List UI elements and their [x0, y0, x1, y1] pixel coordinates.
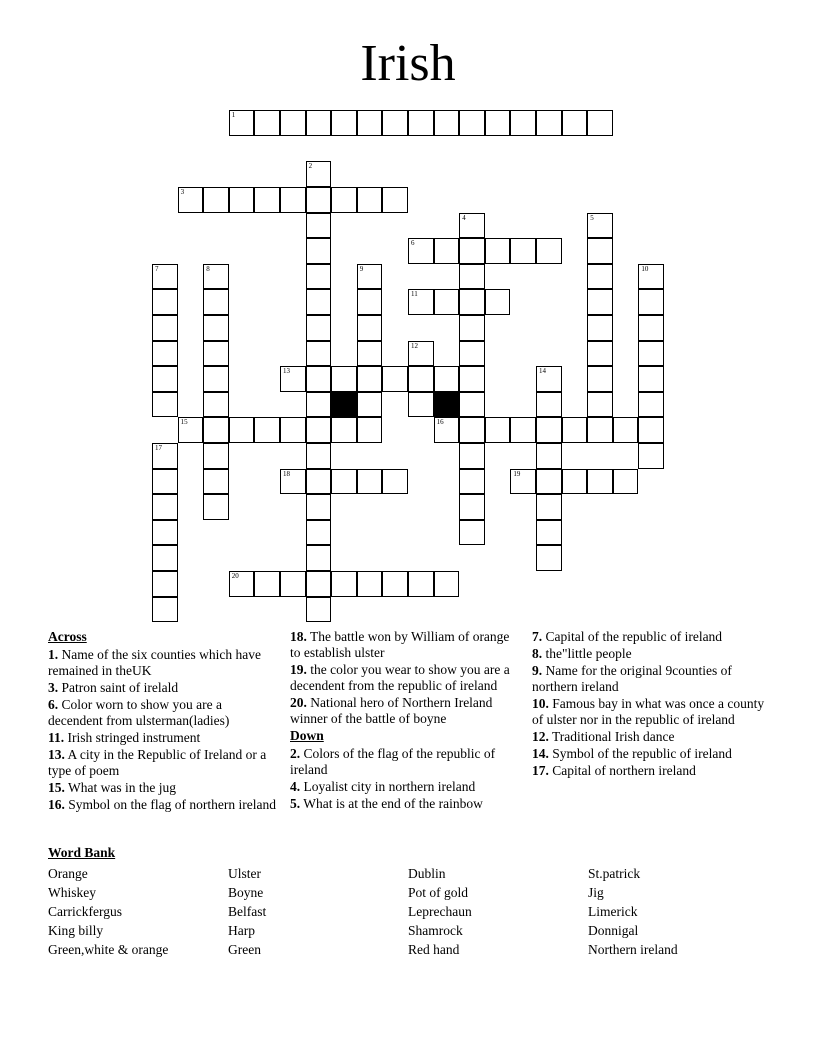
grid-cell[interactable]	[357, 366, 383, 392]
grid-cell[interactable]	[459, 494, 485, 520]
clue-item	[48, 730, 278, 746]
grid-cell[interactable]	[459, 289, 485, 315]
clue-item-number: 3.	[48, 680, 59, 695]
clue-item-text: Irish stringed instrument	[67, 730, 201, 745]
grid-cell[interactable]	[485, 110, 511, 136]
grid-cell[interactable]	[203, 341, 229, 367]
grid-cell[interactable]	[459, 520, 485, 546]
clue-number: 20	[231, 572, 239, 580]
grid-cell[interactable]	[203, 443, 229, 469]
clue-item-number: 10.	[532, 696, 549, 711]
clue-number: 5	[590, 213, 594, 222]
clue-number: 6	[411, 239, 415, 248]
grid-cell[interactable]	[280, 469, 306, 495]
clue-number: 19	[513, 469, 521, 478]
grid-cell[interactable]	[229, 571, 255, 597]
grid-cell[interactable]	[587, 289, 613, 315]
grid-cell[interactable]	[587, 392, 613, 418]
clue-item	[532, 746, 768, 762]
grid-cell[interactable]	[152, 315, 178, 341]
word-bank-word: Leprechaun	[408, 904, 472, 919]
grid-cell[interactable]	[587, 315, 613, 341]
grid-cell[interactable]	[203, 366, 229, 392]
word-bank-word: St.patrick	[588, 866, 641, 881]
clues-column-3	[532, 629, 768, 780]
word-bank-word: Donnigal	[588, 923, 639, 938]
clue-item-number: 13.	[48, 747, 65, 762]
grid-cell[interactable]	[357, 289, 383, 315]
grid-cell[interactable]	[152, 341, 178, 367]
clue-item-number: 4.	[290, 779, 301, 794]
grid-cell[interactable]	[152, 597, 178, 623]
clue-item-number: 6.	[48, 697, 59, 712]
grid-cell[interactable]	[459, 213, 485, 239]
grid-cell[interactable]	[357, 341, 383, 367]
grid-cell[interactable]	[382, 571, 408, 597]
grid-cell[interactable]	[408, 341, 434, 367]
grid-cell[interactable]	[638, 264, 664, 290]
clue-item	[290, 695, 518, 727]
grid-cell[interactable]	[203, 187, 229, 213]
grid-cell[interactable]	[638, 366, 664, 392]
clue-number: 13	[283, 367, 290, 376]
grid-cell[interactable]	[459, 392, 485, 418]
clue-number: 1	[231, 111, 236, 120]
grid-cell[interactable]	[638, 443, 664, 469]
clue-item-text: the"little people	[545, 646, 632, 661]
word-bank-word: Carrickfergus	[48, 904, 122, 919]
page-title: Irish	[360, 35, 456, 92]
grid-cell[interactable]	[587, 110, 613, 136]
clue-number: 14	[539, 367, 546, 376]
grid-cell[interactable]	[613, 417, 639, 443]
grid-cell[interactable]	[510, 469, 536, 495]
clue-item	[48, 647, 278, 679]
grid-cell[interactable]	[280, 187, 306, 213]
grid-cell[interactable]	[536, 443, 562, 469]
grid-cell[interactable]	[331, 469, 357, 495]
grid-cell[interactable]	[254, 571, 280, 597]
clue-item-text: Symbol of the republic of ireland	[552, 746, 732, 761]
grid-cell[interactable]	[587, 238, 613, 264]
clue-item	[48, 780, 278, 796]
grid-cell[interactable]	[638, 417, 664, 443]
grid-cell[interactable]	[331, 417, 357, 443]
grid-cell[interactable]	[280, 366, 306, 392]
grid-cell[interactable]	[306, 417, 332, 443]
clue-item-number: 2.	[290, 746, 301, 761]
clue-item	[532, 729, 768, 745]
word-bank-column	[408, 864, 472, 959]
grid-cell[interactable]	[357, 392, 383, 418]
grid-cell[interactable]	[562, 469, 588, 495]
grid-cell[interactable]	[178, 417, 204, 443]
grid-cell[interactable]	[434, 238, 460, 264]
grid-cell[interactable]	[434, 571, 460, 597]
word-bank-word: Belfast	[228, 904, 267, 919]
grid-cell[interactable]	[152, 520, 178, 546]
clue-item-text: the color you wear to show you are a decendent from the republic of ireland	[290, 662, 510, 693]
clue-number: 2	[308, 162, 313, 171]
clue-item	[532, 629, 768, 645]
grid-cell[interactable]	[357, 417, 383, 443]
grid-cell[interactable]	[357, 571, 383, 597]
clue-item-number: 19.	[290, 662, 307, 677]
clue-number: 18	[283, 469, 290, 478]
grid-cell[interactable]	[152, 289, 178, 315]
clue-item-text: Traditional Irish dance	[552, 729, 675, 744]
clue-item-number: 20.	[290, 695, 307, 710]
grid-cell[interactable]	[459, 315, 485, 341]
clue-item	[48, 680, 278, 696]
clue-item	[290, 746, 518, 778]
word-bank-word: Harp	[228, 923, 255, 938]
clue-section-heading: Across	[48, 629, 87, 644]
grid-cell[interactable]	[408, 392, 434, 418]
word-bank-word: King billy	[48, 923, 104, 938]
grid-cell[interactable]	[536, 545, 562, 571]
clue-item-text: Capital of the republic of ireland	[545, 629, 723, 644]
grid-cell[interactable]	[306, 110, 332, 136]
grid-cell[interactable]	[331, 366, 357, 392]
clue-number: 8	[206, 264, 210, 273]
clue-number: 4	[462, 213, 466, 222]
grid-cell[interactable]	[280, 417, 306, 443]
grid-cell[interactable]	[229, 187, 255, 213]
grid-cell[interactable]	[459, 417, 485, 443]
clue-item-text: Famous bay in what was once a county of ulster nor in the republic of ireland	[532, 696, 765, 727]
clue-item-text: Capital of northern ireland	[552, 763, 696, 778]
grid-cell[interactable]	[254, 187, 280, 213]
clue-item	[290, 662, 518, 694]
grid-cell[interactable]	[408, 366, 434, 392]
grid-cell[interactable]	[434, 110, 460, 136]
grid-cell[interactable]	[382, 469, 408, 495]
clues-column-2	[290, 629, 518, 813]
word-bank-word: Ulster	[228, 866, 261, 881]
black-square	[331, 392, 357, 418]
clue-item	[290, 629, 518, 661]
clue-item-text: The battle won by William of orange to establish ulster	[290, 629, 510, 660]
grid-cell[interactable]	[434, 417, 460, 443]
grid-cell[interactable]	[357, 187, 383, 213]
grid-cell[interactable]	[459, 238, 485, 264]
grid-cell[interactable]	[306, 545, 332, 571]
grid-cell[interactable]	[613, 469, 639, 495]
clue-item-number: 9.	[532, 663, 543, 678]
grid-cell[interactable]	[536, 238, 562, 264]
clue-item-number: 8.	[532, 646, 543, 661]
clue-item-text: Color worn to show you are a decendent from ulsterman(ladies)	[48, 697, 230, 728]
clue-number: 11	[411, 290, 418, 299]
grid-cell[interactable]	[536, 366, 562, 392]
grid-cell[interactable]	[331, 571, 357, 597]
grid-cell[interactable]	[306, 494, 332, 520]
grid-cell[interactable]	[459, 469, 485, 495]
grid-cell[interactable]	[280, 571, 306, 597]
grid-cell[interactable]	[306, 392, 332, 418]
grid-cell[interactable]	[382, 187, 408, 213]
grid-cell[interactable]	[510, 238, 536, 264]
grid-cell[interactable]	[306, 289, 332, 315]
grid-cell[interactable]	[459, 110, 485, 136]
word-bank-word: Red hand	[408, 942, 460, 957]
grid-cell[interactable]	[536, 494, 562, 520]
clue-item-number: 5.	[290, 796, 301, 811]
clue-item	[48, 797, 278, 813]
grid-cell[interactable]	[562, 110, 588, 136]
grid-cell[interactable]	[203, 494, 229, 520]
clue-item-text: National hero of Northern Ireland winner of the battle of boyne	[290, 695, 493, 726]
grid-cell[interactable]	[587, 264, 613, 290]
grid-cell[interactable]	[357, 315, 383, 341]
word-bank-word: Northern ireland	[588, 942, 678, 957]
grid-cell[interactable]	[510, 110, 536, 136]
word-bank-word: Jig	[588, 885, 604, 900]
grid-cell[interactable]	[229, 417, 255, 443]
grid-cell[interactable]	[485, 417, 511, 443]
clue-item	[532, 763, 768, 779]
clue-number: 12	[411, 341, 418, 350]
clue-section-heading: Down	[290, 728, 324, 743]
clue-number: 16	[436, 418, 444, 427]
grid-cell[interactable]	[306, 264, 332, 290]
grid-cell[interactable]	[203, 469, 229, 495]
grid-cell[interactable]	[152, 469, 178, 495]
grid-cell[interactable]	[638, 392, 664, 418]
grid-cell[interactable]	[510, 417, 536, 443]
grid-cell[interactable]	[638, 315, 664, 341]
grid-cell[interactable]	[152, 392, 178, 418]
word-bank-word: Green,white & orange	[48, 942, 169, 957]
grid-cell[interactable]	[152, 545, 178, 571]
grid-cell[interactable]	[280, 110, 306, 136]
clue-item-number: 16.	[48, 797, 65, 812]
grid-cell[interactable]	[306, 187, 332, 213]
clue-item-number: 18.	[290, 629, 307, 644]
grid-cell[interactable]	[536, 110, 562, 136]
grid-cell[interactable]	[536, 520, 562, 546]
word-bank-column	[228, 864, 266, 959]
clue-item	[532, 646, 768, 662]
grid-cell[interactable]	[357, 264, 383, 290]
clue-number: 17	[155, 444, 162, 452]
grid-cell[interactable]	[587, 213, 613, 239]
grid-cell[interactable]	[178, 187, 204, 213]
clue-item-number: 15.	[48, 780, 65, 795]
clue-item-number: 12.	[532, 729, 549, 744]
clue-item-number: 17.	[532, 763, 549, 778]
clue-number: 3	[180, 188, 185, 196]
grid-cell[interactable]	[382, 110, 408, 136]
black-square	[434, 392, 460, 418]
clue-item-text: Colors of the flag of the republic of ireland	[290, 746, 496, 777]
clue-item-text: What is at the end of the rainbow	[303, 796, 483, 811]
grid-cell[interactable]	[587, 417, 613, 443]
grid-cell[interactable]	[306, 238, 332, 264]
clue-item-text: Symbol on the flag of northern ireland	[68, 797, 276, 812]
clue-item-text: What was in the jug	[68, 780, 176, 795]
grid-cell[interactable]	[152, 443, 178, 469]
word-bank-word: Pot of gold	[408, 885, 469, 900]
grid-cell[interactable]	[587, 341, 613, 367]
grid-cell[interactable]	[152, 264, 178, 290]
grid-cell[interactable]	[306, 597, 332, 623]
grid-cell[interactable]	[203, 264, 229, 290]
grid-cell[interactable]	[587, 469, 613, 495]
clue-item-number: 7.	[532, 629, 543, 644]
clue-item-text: Name for the original 9counties of northern ireland	[532, 663, 732, 694]
grid-cell[interactable]	[459, 443, 485, 469]
grid-cell[interactable]	[408, 571, 434, 597]
grid-cell[interactable]	[152, 366, 178, 392]
grid-cell[interactable]	[306, 571, 332, 597]
grid-cell[interactable]	[152, 494, 178, 520]
word-bank-word: Green	[228, 942, 261, 957]
clue-item-number: 14.	[532, 746, 549, 761]
clue-item-number: 1.	[48, 647, 59, 662]
word-bank-column	[48, 864, 168, 959]
clue-item-text: Name of the six counties which have remained in theUK	[48, 647, 261, 678]
grid-cell[interactable]	[408, 289, 434, 315]
word-bank-word: Dublin	[408, 866, 446, 881]
grid-cell[interactable]	[434, 289, 460, 315]
grid-cell[interactable]	[152, 571, 178, 597]
grid-cell[interactable]	[638, 341, 664, 367]
word-bank-word: Boyne	[228, 885, 264, 900]
grid-cell[interactable]	[229, 110, 255, 136]
grid-cell[interactable]	[357, 469, 383, 495]
grid-cell[interactable]	[306, 315, 332, 341]
clue-item	[290, 779, 518, 795]
grid-cell[interactable]	[434, 366, 460, 392]
grid-cell[interactable]	[459, 366, 485, 392]
clues-column-1	[48, 629, 278, 814]
grid-cell[interactable]	[536, 417, 562, 443]
grid-cell[interactable]	[638, 289, 664, 315]
clue-item-text: Patron saint of irelald	[61, 680, 179, 695]
grid-cell[interactable]	[536, 392, 562, 418]
grid-cell[interactable]	[306, 469, 332, 495]
grid-cell[interactable]	[357, 110, 383, 136]
grid-cell[interactable]	[306, 366, 332, 392]
clue-item	[532, 663, 768, 695]
grid-cell[interactable]	[254, 110, 280, 136]
clue-item-text: Loyalist city in northern ireland	[303, 779, 476, 794]
grid-cell[interactable]	[562, 417, 588, 443]
grid-cell[interactable]	[203, 315, 229, 341]
clue-number: 10	[641, 264, 649, 273]
grid-cell[interactable]	[254, 417, 280, 443]
grid-cell[interactable]	[306, 213, 332, 239]
grid-cell[interactable]	[306, 520, 332, 546]
grid-cell[interactable]	[306, 341, 332, 367]
clue-number: 9	[359, 264, 364, 273]
word-bank-word: Whiskey	[48, 885, 96, 900]
word-bank-word: Shamrock	[408, 923, 463, 938]
grid-cell[interactable]	[485, 238, 511, 264]
word-bank-heading: Word Bank	[48, 845, 116, 860]
grid-cell[interactable]	[459, 341, 485, 367]
grid-cell[interactable]	[587, 366, 613, 392]
grid-cell[interactable]	[459, 264, 485, 290]
clue-item	[532, 696, 768, 728]
clue-item	[48, 697, 278, 729]
grid-cell[interactable]	[306, 443, 332, 469]
clue-item	[290, 796, 518, 812]
clue-item-text: A city in the Republic of Ireland or a type of poem	[48, 747, 267, 778]
grid-cell[interactable]	[203, 417, 229, 443]
grid-cell[interactable]	[331, 110, 357, 136]
grid-cell[interactable]	[536, 469, 562, 495]
grid-cell[interactable]	[408, 110, 434, 136]
grid-cell[interactable]	[203, 289, 229, 315]
grid-cell[interactable]	[382, 366, 408, 392]
grid-cell[interactable]	[203, 392, 229, 418]
grid-cell[interactable]	[485, 289, 511, 315]
clue-item	[48, 747, 278, 779]
clue-item-number: 11.	[48, 730, 65, 745]
word-bank-column	[588, 864, 678, 959]
grid-cell[interactable]	[331, 187, 357, 213]
word-bank-word: Orange	[48, 866, 88, 881]
clue-number: 15	[180, 418, 188, 427]
grid-cell[interactable]	[408, 238, 434, 264]
grid-cell[interactable]	[306, 161, 332, 187]
word-bank-word: Limerick	[588, 904, 638, 919]
clue-number: 7	[155, 264, 159, 273]
